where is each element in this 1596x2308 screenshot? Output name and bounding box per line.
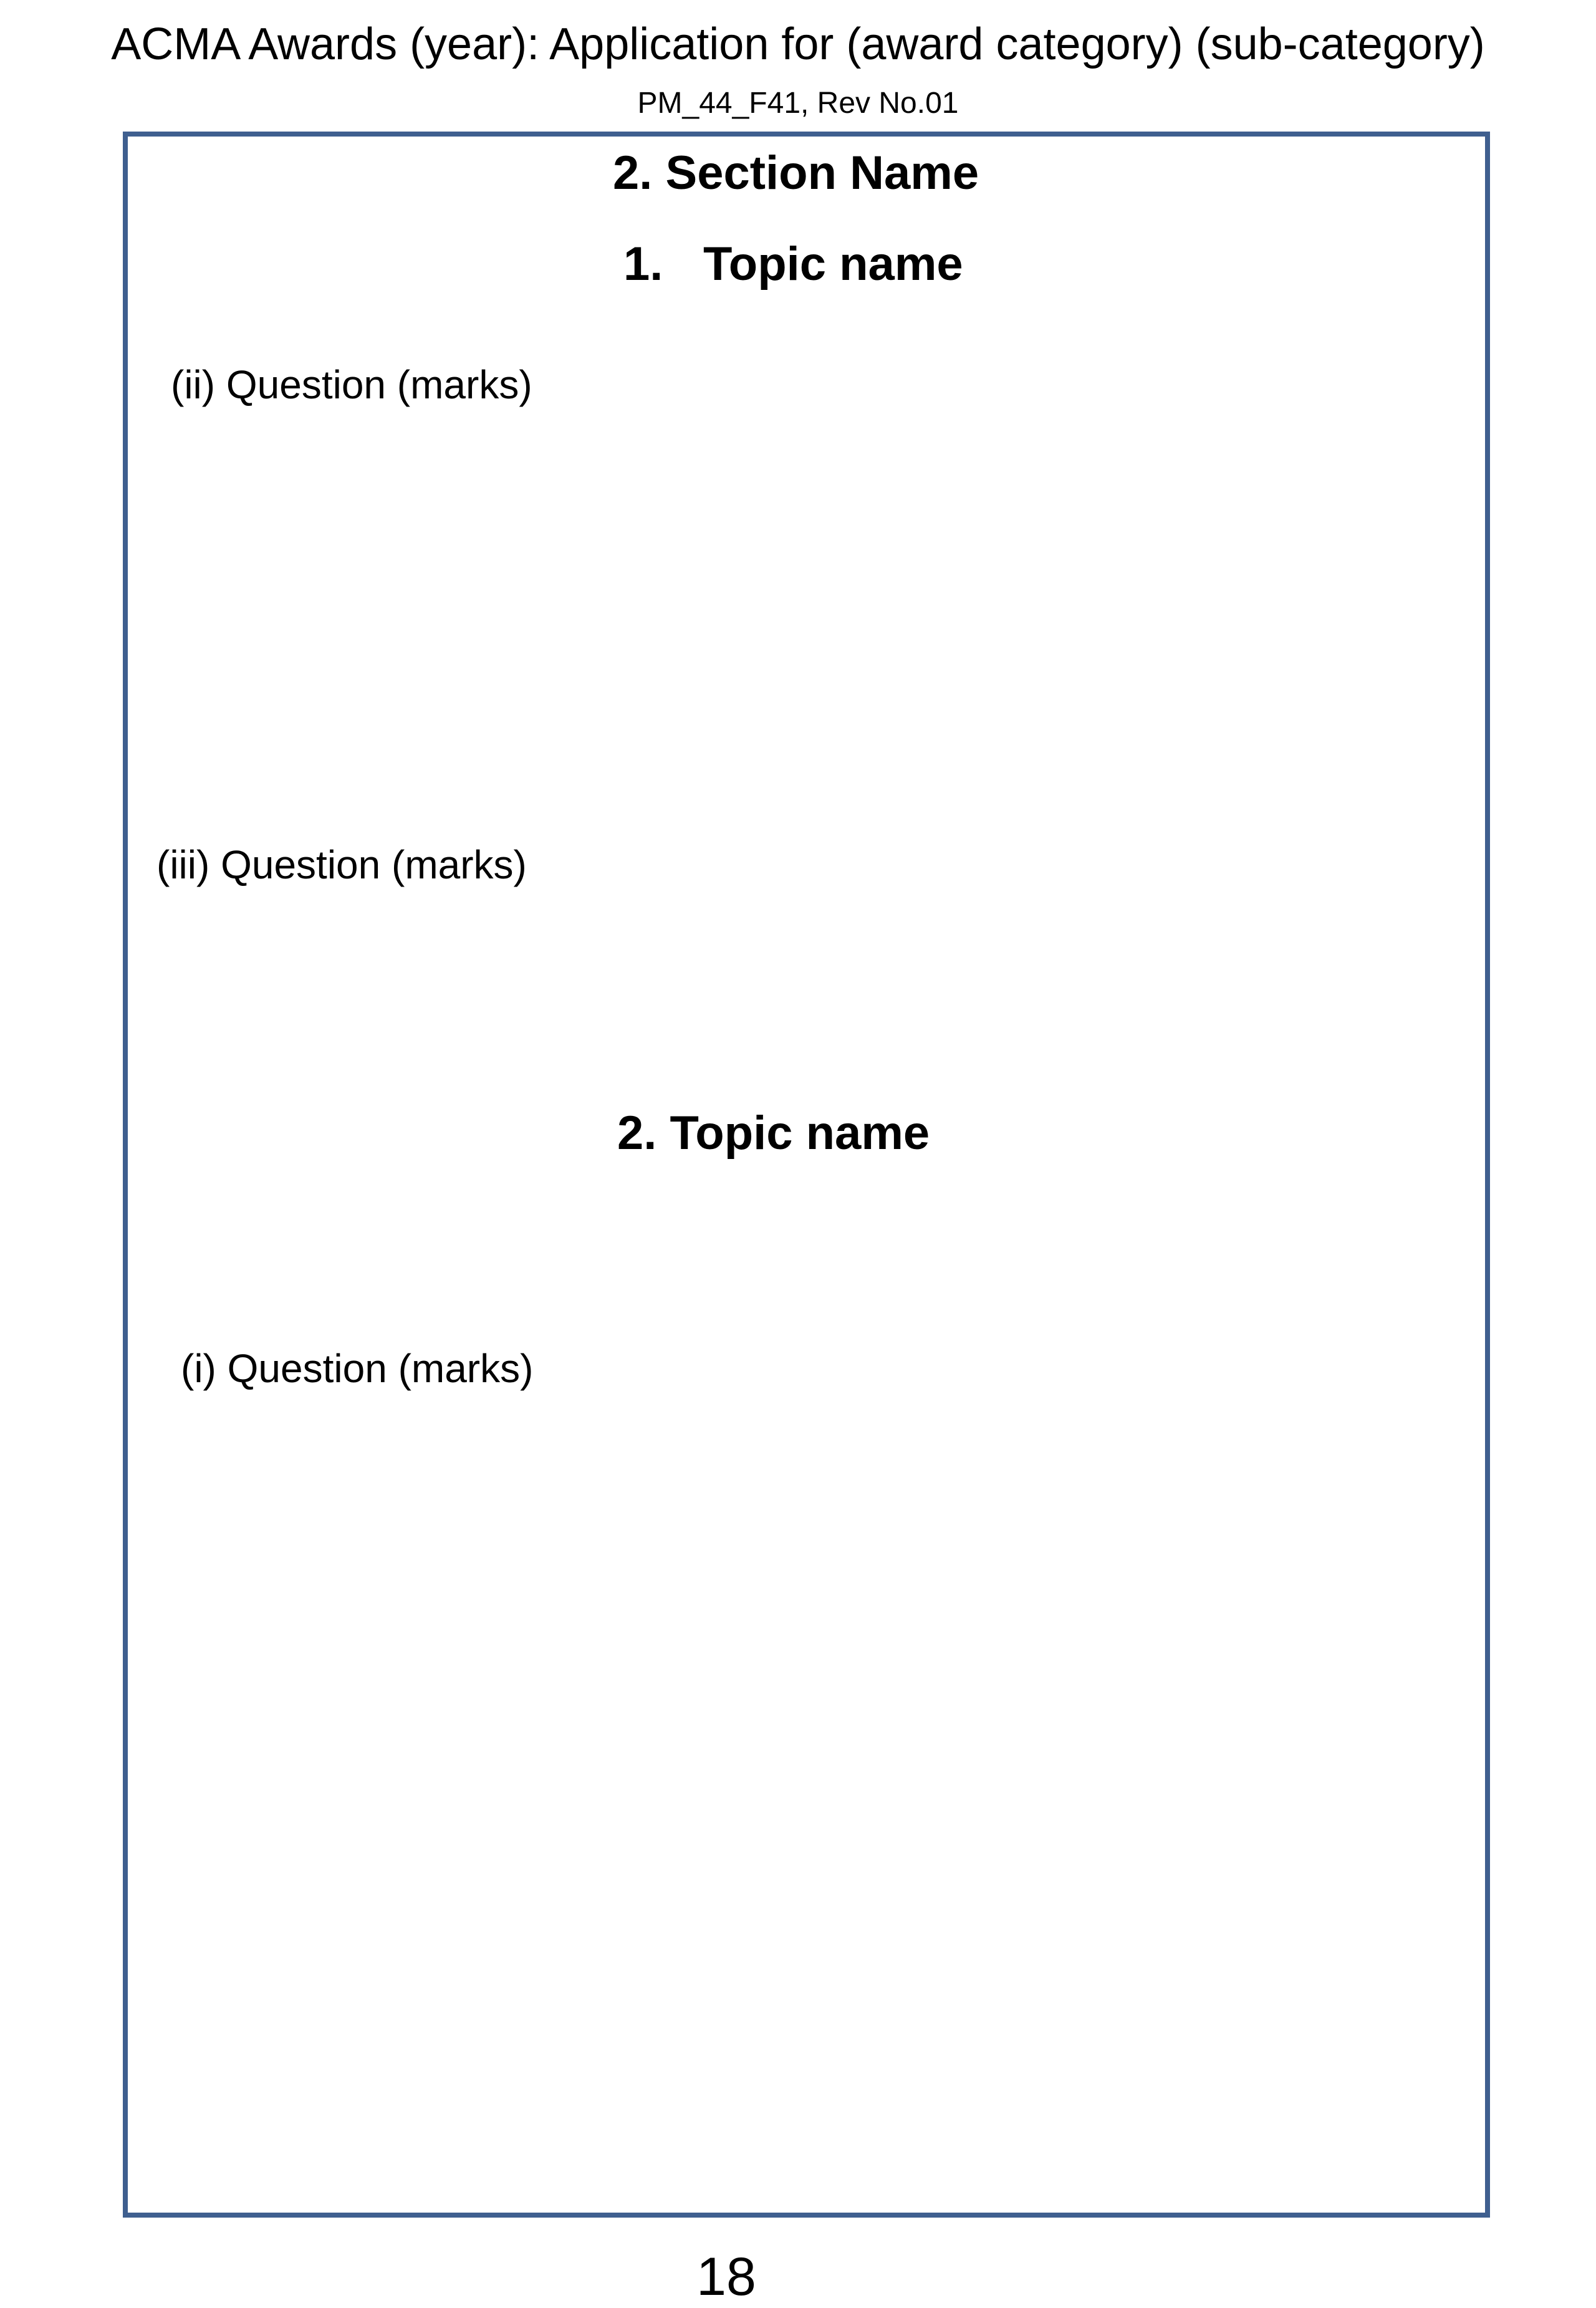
form-code: PM_44_F41, Rev No.01: [637, 87, 959, 120]
topic-name: Topic name: [703, 238, 963, 291]
page-number: 18: [696, 2247, 756, 2307]
question-label: (ii) Question (marks): [171, 362, 532, 407]
topic-heading-2: 2. Topic name: [617, 1107, 930, 1160]
question-label: (i) Question (marks): [181, 1346, 534, 1391]
document-header-title: ACMA Awards (year): Application for (award category) (sub-category): [111, 19, 1485, 69]
section-title: 2. Section Name: [613, 147, 979, 200]
question-label: (iii) Question (marks): [156, 842, 527, 887]
topic-number: 1.: [623, 238, 663, 291]
content-frame: [123, 132, 1490, 2218]
topic-heading-1: [623, 233, 963, 296]
